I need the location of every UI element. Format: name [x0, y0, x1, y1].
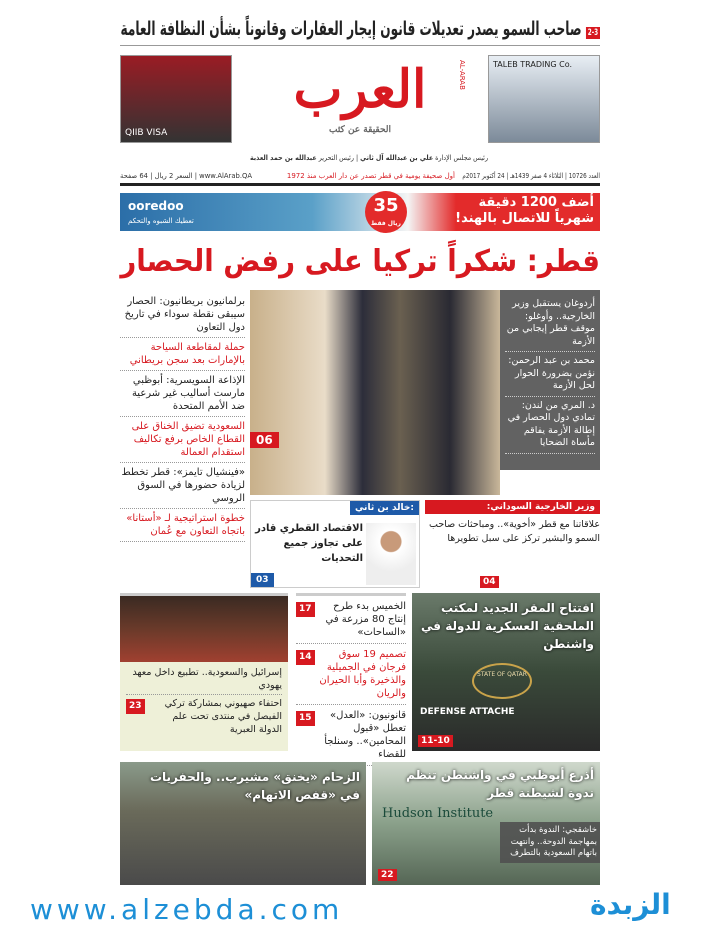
sidebar-news-item[interactable]: خطوة استراتيجية لـ «أستانا» باتجاه التعاون مع عُمان	[120, 509, 245, 542]
sudan-tag: وزير الخارجية السوداني:	[425, 500, 600, 514]
state-seal: STATE OF QATAR	[472, 663, 532, 699]
banner-headline: أضف 1200 دقيقة شهرياً للاتصال بالهند!	[455, 195, 594, 226]
page-badge: 04	[480, 576, 499, 588]
website-line[interactable]: www.AlArab.QA | السعر 2 ريال | 64 صفحة	[119, 172, 252, 180]
sidebar-news-item[interactable]: «فينشيال تايمز»: قطر تخطط لزيادة حضورها في السوق الروسي	[120, 463, 245, 509]
traffic-photo[interactable]	[120, 762, 366, 885]
chairman-label: رئيس مجلس الإدارة	[435, 154, 488, 162]
page-badge: 03	[251, 573, 274, 587]
issue-info: العدد 10726 | الثلاثاء 4 صفر 1439هـ | 24 أكتوبر 2017م	[462, 172, 600, 180]
footer-logo: الزبدة	[590, 888, 671, 921]
khalid-text: الاقتصاد القطري قادر على تجاوز جميع التحديات	[255, 523, 363, 564]
attache-photo[interactable]	[412, 593, 600, 751]
main-headline[interactable]: قطر: شكراً تركيا على رفض الحصار	[120, 244, 600, 279]
hudson-photo[interactable]	[372, 762, 600, 885]
overlay-news-item[interactable]: محمد بن عبد الرحمن: نؤمن بضرورة الحوار لحل الأزمة	[505, 352, 595, 397]
ooredoo-banner[interactable]	[120, 193, 600, 231]
middle-news-text: قانونيون: «العدل» تعطل «قبول المحامين».. وسنلجأ للقضاء	[324, 710, 406, 760]
middle-news-item[interactable]	[296, 644, 406, 705]
divider	[120, 183, 600, 186]
page-badge: 06	[250, 432, 279, 448]
israel-news-text: إسرائيل والسعودية.. تطبيع داخل معهد يهودي	[132, 667, 282, 691]
traffic-headline: الزحام «يخنق» مشيرب.. والحفريات في «قفص الاتهام»	[149, 770, 360, 802]
brand-tag: تعطيك الشبوه والتحكم	[128, 217, 194, 225]
sidebar-news-item[interactable]: برلمانيون بريطانيون: الحصار سيبقى نقطة سوداء في تاريخ دول التعاون	[120, 292, 245, 338]
sidebar-news-item[interactable]: السعودية تضيق الخناق على القطاع الخاص برفع تكاليف استقدام العمالة	[120, 417, 245, 463]
editor: عبدالله بن حمد العذبة	[249, 154, 317, 162]
page-badge: 14	[296, 650, 315, 665]
price: 35	[373, 195, 399, 216]
overlay-news-item[interactable]: أردوغان يستقبل وزير الخارجية.. وأوغلو: موقف قطر إيجابي من الأزمة	[505, 295, 595, 352]
israel-news-item[interactable]	[126, 695, 282, 738]
ad-right-text: TALEB TRADING Co.	[493, 60, 573, 69]
main-story-overlay	[500, 290, 600, 470]
khalid-tag: خالد بن ثاني:	[350, 501, 419, 515]
editor-label: رئيس التحرير	[318, 154, 354, 162]
footer-url[interactable]: www.alzebda.com	[30, 893, 344, 926]
tagline: الحقيقة عن كثب	[328, 125, 392, 135]
divider	[120, 45, 600, 46]
main-photo[interactable]	[250, 290, 500, 495]
brand-logo: ooredoo	[128, 199, 184, 213]
page-badge: 15	[296, 711, 315, 726]
sidebar-news-item[interactable]: حملة لمقاطعة السياحة بالإمارات بعد سجن بريطاني	[120, 338, 245, 371]
middle-news-text: تصميم 19 سوق فرجان في الجميلية والذخيرة وأبا الحيران والريان	[319, 649, 406, 699]
israel-news-text: احتفاء صهيوني بمشاركة تركي الفيصل في منتدى تحت علم الدولة العبرية	[164, 698, 282, 735]
attache-headline: افتتاح المقر الجديد لمكتب الملحقية العسكرية للدولة في واشنطن	[421, 601, 594, 651]
page-badge: 23	[126, 699, 145, 714]
khalid-box[interactable]	[250, 500, 420, 588]
hudson-headline: أذرع أبوظبي في واشنطن تنظم ندوة لشيطنة قطر	[406, 768, 594, 800]
chairman: علي بن عبدالله آل ثاني	[360, 154, 434, 162]
conference-photo	[120, 596, 288, 662]
middle-news-item[interactable]	[296, 705, 406, 766]
khalid-photo	[366, 523, 416, 585]
page-badge: 22	[378, 869, 397, 881]
hudson-item: خاشقجي: الندوة بدأت بمهاجمة الدوحة.. وانتهت باتهام السعودية بالتطرف	[500, 822, 600, 863]
price-unit: ريال فقط	[371, 220, 401, 227]
top-headline-text: صاحب السمو يصدر تعديلات قانون إيجار العقارات وقانوناً بشأن النظافة العامة	[120, 18, 582, 40]
hudson-sign: Hudson Institute	[382, 806, 494, 821]
logo-text: العرب	[293, 59, 427, 120]
ad-left-text: QIIB VISA	[125, 128, 168, 138]
page-badge: 17	[296, 602, 315, 617]
ad-left[interactable]	[120, 55, 232, 143]
sidebar-news-item[interactable]: الإذاعة السويسرية: أبوظبي مارست أساليب غير شرعية ضد الأمم المتحدة	[120, 371, 245, 417]
logo-latin: AL-ARAB	[458, 60, 466, 90]
founded-line: أول صحيفة يومية في قطر تصدر عن دار العرب منذ 1972	[286, 172, 455, 180]
attache-sign: DEFENSE ATTACHE	[420, 707, 515, 717]
top-headline[interactable]	[120, 18, 600, 40]
sudan-box[interactable]	[425, 500, 600, 588]
ad-right[interactable]	[488, 55, 600, 143]
israel-news-item[interactable]	[126, 664, 282, 695]
israel-box[interactable]	[120, 593, 288, 751]
sidebar-news	[120, 292, 245, 542]
middle-news-item[interactable]	[296, 596, 406, 644]
page-badge: 2-3	[587, 28, 599, 38]
management-line: رئيس مجلس الإدارة علي بن عبدالله آل ثاني | رئيس التحرير عبدالله بن حمد العذبة	[249, 154, 488, 162]
overlay-news-item[interactable]: د. المري من لندن: تمادي دول الحصار في إطالة الأزمة يفاقم مأساة الضحايا	[505, 397, 595, 454]
page-badge: 11-10	[418, 735, 453, 747]
price-badge	[365, 191, 407, 233]
sudan-text: علاقاتنا مع قطر «أخوية».. ومباحثات صاحب السمو والبشير تركز على سبل تطويرها	[429, 519, 600, 544]
middle-news-text: الخميس بدء طرح إنتاج 80 مزرعة في «الساحات»	[325, 601, 406, 638]
masthead-logo	[265, 55, 455, 145]
middle-news-list	[296, 593, 406, 766]
